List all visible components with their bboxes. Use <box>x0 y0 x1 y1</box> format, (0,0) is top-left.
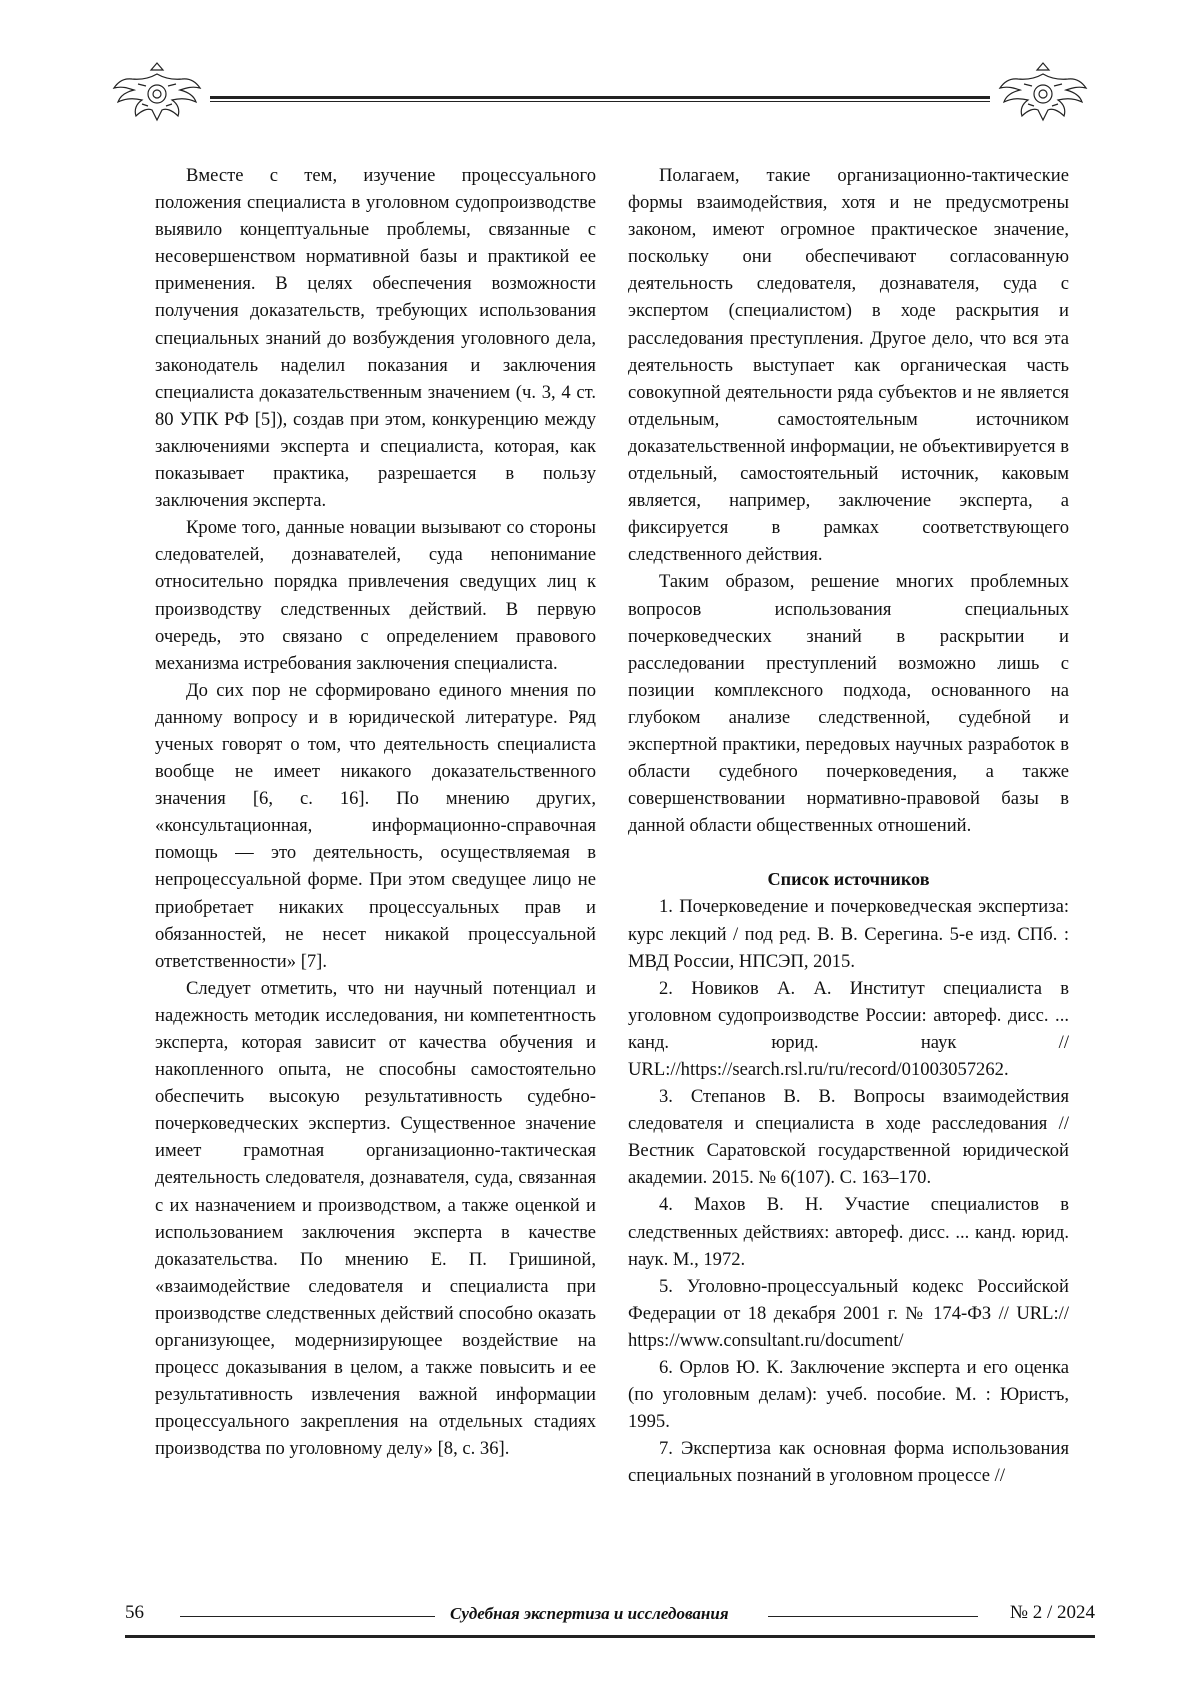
reference-item: 6. Орлов Ю. К. Заключение эксперта и его оценка (по уголовным делам): учеб. пособие. М. : Юристъ, 1995. <box>628 1357 1069 1433</box>
right-column <box>628 162 1069 1490</box>
page-header <box>0 60 1200 132</box>
page-number: 56 <box>125 1602 144 1623</box>
eagle-emblem-icon <box>998 60 1088 126</box>
reference-item: 3. Степанов В. В. Вопросы взаимодействия следователя и специалиста в ходе расследования // Вестник Саратовской государственной юридической академии. 2015. № 6(107). С. 163–170. <box>628 1086 1069 1189</box>
reference-item: 4. Махов В. Н. Участие специалистов в следственных действиях: автореф. дисс. ... канд. юрид. наук. М., 1972. <box>628 1194 1069 1270</box>
page-footer <box>125 1602 1095 1632</box>
body-paragraph: Вместе с тем, изучение процессуального положения специалиста в уголовном судопроизводстве выявило концептуальные проблемы, связанные с несовершенством нормативной базы и практикой ее применения. В целях обеспечения возможности получения доказательств, требующих использования специальных знаний до возбуждения уголовного дела, законодатель наделил показания и заключения специалиста доказательственным значением (ч. 3, 4 ст. 80 УПК РФ [5]), создав при этом, конкуренцию между заключениями эксперта и специалиста, которая, как показывает практика, разрешается в пользу заключения эксперта. <box>155 165 596 512</box>
body-paragraph: Кроме того, данные новации вызывают со стороны следователей, дознавателей, суда непонимание относительно порядка привлечения сведущих лиц к производству следственных действий. В первую очередь, это связано с определением правового механизма истребования заключения специалиста. <box>155 517 596 674</box>
body-paragraph: Полагаем, такие организационно-тактические формы взаимодействия, хотя и не предусмотрены законом, имеют огромное практическое значение, поскольку они обеспечивают согласованную деятельность следователя, дознавателя, суда с экспертом (специалистом) в ходе раскрытия и расследования преступления. Другое дело, что вся эта деятельность выступает как органическая часть совокупной деятельности ряда субъектов и не является отдельным, самостоятельным источником доказательственной информации, не объективируется в отдельный, самостоятельный источник, каковым является, например, заключение эксперта, а фиксируется в рамках соответствующего следственного действия. <box>628 165 1069 566</box>
references-title: Список источников <box>767 869 930 890</box>
journal-title: Судебная экспертиза и исследования <box>450 1604 729 1623</box>
eagle-emblem-icon <box>112 60 202 126</box>
header-rule <box>210 96 990 102</box>
reference-item: 2. Новиков А. А. Институт специалиста в уголовном судопроизводстве России: автореф. дисс. ... канд. юрид. наук // URL://https://search.rsl.ru/ru/record/01003057262. <box>628 977 1069 1080</box>
footer-rule <box>768 1616 978 1617</box>
body-paragraph: Следует отметить, что ни научный потенциал и надежность методик исследования, ни компетентность эксперта, которая зависит от качества обучения и накопленного опыта, не способны самостоятельно обеспечить высокую результативность судебно-почерковедческих экспертиз. Существенное значение имеет грамотная организационно-тактическая деятельность следователя, дознавателя, суда, связанная с их назначением и производством, а также оценкой и использованием заключения эксперта в качестве доказательства. По мнению Е. П. Гришиной, «взаимодействие следователя и специалиста при производстве следственных действий способно оказать организующее, модернизирующее воздействие на процесс доказывания в целом, а также повысить и ее результативность извлечения важной информации процессуального закрепления на отдельных стадиях производства по уголовному делу» [8, с. 36]. <box>155 977 596 1460</box>
reference-item: 7. Экспертиза как основная форма использования специальных познаний в уголовном процессе // <box>628 1438 1069 1487</box>
left-column <box>155 162 596 1463</box>
issue-number: № 2 / 2024 <box>1009 1602 1095 1623</box>
body-paragraph: До сих пор не сформировано единого мнения по данному вопросу и в юридической литературе. Ряд ученых говорят о том, что деятельность специалиста вообще не имеет никакого доказательственного значения [6, с. 16]. По мнению других, «консультационная, информационно-справочная помощь — это деятельность, осуществляемая в непроцессуальной форме. При этом сведущее лицо не приобретает никаких процессуальных прав и обязанностей, не несет никакой процессуальной ответственности» [7]. <box>155 679 596 972</box>
footer-bottom-rule <box>125 1635 1095 1638</box>
body-paragraph: Таким образом, решение многих проблемных вопросов использования специальных почерковедческих знаний в раскрытии и расследовании преступлений возможно лишь с позиции комплексного подхода, основанного на глубоком анализе следственной, судебной и экспертной практики, передовых научных разработок в области судебного почерковедения, а также совершенствовании нормативно-правовой базы в данной области общественных отношений. <box>628 571 1069 837</box>
reference-item: 5. Уголовно-процессуальный кодекс Российской Федерации от 18 декабря 2001 г. № 174-ФЗ // URL:// https://www.consultant.ru/document/ <box>628 1275 1069 1351</box>
footer-rule <box>180 1616 435 1617</box>
reference-item: 1. Почерковедение и почерковедческая экспертиза: курс лекций / под ред. В. В. Серегина. 5-е изд. СПб. : МВД России, НПСЭП, 2015. <box>628 896 1069 972</box>
